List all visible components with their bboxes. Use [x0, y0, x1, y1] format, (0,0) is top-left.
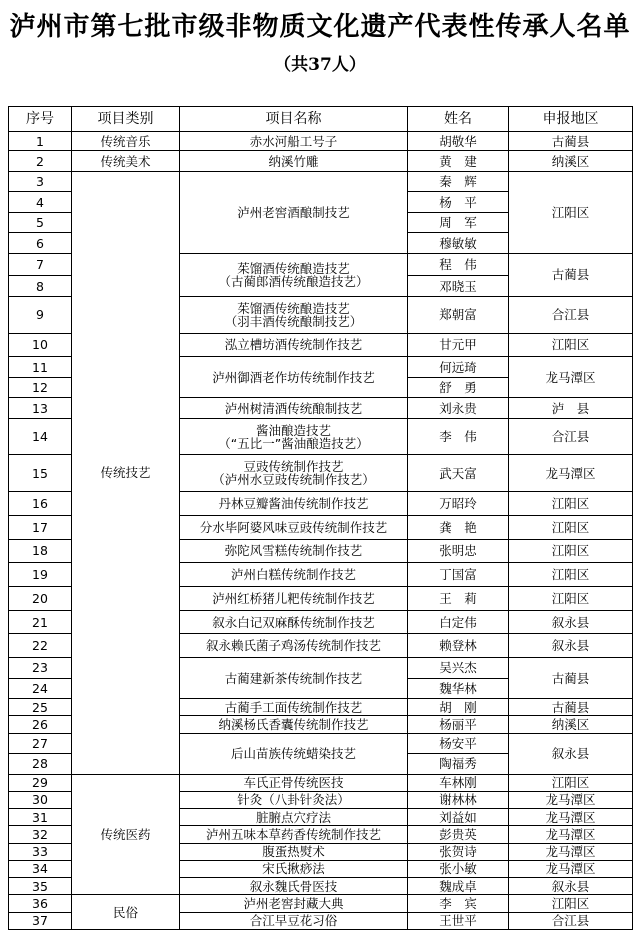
cell-region: 江阳区	[509, 563, 633, 587]
cell-index: 17	[9, 515, 72, 539]
cell-index: 28	[9, 754, 72, 774]
cell-region: 古蔺县	[509, 699, 633, 716]
cell-index: 7	[9, 253, 72, 276]
cell-index: 10	[9, 333, 72, 357]
cell-name: 胡敬华	[408, 132, 509, 151]
cell-region: 古蔺县	[509, 658, 633, 699]
cell-region: 龙马潭区	[509, 809, 633, 826]
cell-index: 37	[9, 912, 72, 929]
cell-project: 丹林豆瓣酱油传统制作技艺	[180, 492, 408, 516]
cell-name: 陶福秀	[408, 754, 509, 774]
cell-name: 郑朝富	[408, 296, 509, 333]
cell-name: 王 莉	[408, 586, 509, 610]
cell-name: 彭贵英	[408, 826, 509, 843]
cell-project: 后山苗族传统蜡染技艺	[180, 733, 408, 774]
cell-name: 李 宾	[408, 895, 509, 912]
cell-name: 甘元甲	[408, 333, 509, 357]
cell-index: 3	[9, 171, 72, 191]
cell-project: 泸州红桥猪儿粑传统制作技艺	[180, 586, 408, 610]
cell-name: 刘益如	[408, 809, 509, 826]
table-row	[9, 151, 633, 171]
cell-project: 纳溪竹雕	[180, 151, 408, 171]
header-project: 项目名称	[180, 107, 408, 132]
cell-name: 万昭玲	[408, 492, 509, 516]
cell-name: 穆敏敏	[408, 233, 509, 253]
cell-index: 12	[9, 377, 72, 397]
cell-name: 刘永贵	[408, 398, 509, 418]
cell-project: 泸州老窖封藏大典	[180, 895, 408, 912]
cell-index: 30	[9, 791, 72, 808]
cell-name: 张贺诗	[408, 843, 509, 860]
cell-index: 36	[9, 895, 72, 912]
header-index: 序号	[9, 107, 72, 132]
cell-project: 古蔺手工面传统制作技艺	[180, 699, 408, 716]
cell-region: 纳溪区	[509, 151, 633, 171]
cell-name: 杨丽平	[408, 716, 509, 733]
cell-project: 酱油酿造技艺 （“五比一”酱油酿造技艺）	[180, 418, 408, 455]
cell-name: 魏华林	[408, 678, 509, 698]
cell-region: 江阳区	[509, 895, 633, 912]
cell-index: 33	[9, 843, 72, 860]
cell-project: 宋氏揪痧法	[180, 860, 408, 877]
cell-index: 1	[9, 132, 72, 151]
cell-index: 5	[9, 212, 72, 232]
table-row	[9, 132, 633, 151]
cell-name: 吴兴杰	[408, 658, 509, 678]
cell-region: 叙永县	[509, 733, 633, 774]
cell-project: 脏腑点穴疗法	[180, 809, 408, 826]
cell-index: 19	[9, 563, 72, 587]
cell-index: 16	[9, 492, 72, 516]
cell-project: 叙永白记双麻酥传统制作技艺	[180, 610, 408, 634]
cell-project: 茱馏酒传统酿造技艺 （古蔺郎酒传统酿造技艺）	[180, 253, 408, 296]
cell-index: 20	[9, 586, 72, 610]
cell-region: 江阳区	[509, 492, 633, 516]
inheritors-table	[8, 106, 633, 930]
cell-index: 35	[9, 878, 72, 895]
cell-name: 杨 平	[408, 192, 509, 212]
cell-name: 李 伟	[408, 418, 509, 455]
cell-category: 传统音乐	[72, 132, 180, 151]
cell-category: 传统技艺	[72, 171, 180, 774]
cell-name: 周 军	[408, 212, 509, 232]
cell-project: 泸州五味本草药香传统制作技艺	[180, 826, 408, 843]
cell-index: 6	[9, 233, 72, 253]
page-subtitle: （共37人）	[274, 55, 366, 75]
cell-region: 江阳区	[509, 333, 633, 357]
table-row	[9, 774, 633, 791]
page-title: 泸州市第七批市级非物质文化遗产代表性传承人名单	[9, 12, 631, 42]
cell-index: 24	[9, 678, 72, 698]
table-header-row	[9, 107, 633, 132]
cell-index: 26	[9, 716, 72, 733]
cell-name: 张明忠	[408, 539, 509, 563]
cell-name: 龚 艳	[408, 515, 509, 539]
cell-category: 传统医药	[72, 774, 180, 895]
cell-region: 叙永县	[509, 610, 633, 634]
table-body	[9, 132, 633, 930]
cell-project: 分水毕阿婆风味豆豉传统制作技艺	[180, 515, 408, 539]
cell-project: 泸州老窖酒酿制技艺	[180, 171, 408, 253]
cell-index: 4	[9, 192, 72, 212]
cell-region: 龙马潭区	[509, 860, 633, 877]
cell-index: 13	[9, 398, 72, 418]
cell-index: 25	[9, 699, 72, 716]
cell-project: 豆豉传统制作技艺 （泸州水豆豉传统制作技艺）	[180, 455, 408, 492]
cell-name: 武天富	[408, 455, 509, 492]
table-row	[9, 895, 633, 912]
cell-region: 龙马潭区	[509, 826, 633, 843]
cell-region: 叙永县	[509, 878, 633, 895]
cell-project: 泸州御酒老作坊传统制作技艺	[180, 357, 408, 398]
cell-name: 何远琦	[408, 357, 509, 377]
cell-name: 张小敏	[408, 860, 509, 877]
cell-region: 龙马潭区	[509, 843, 633, 860]
cell-project: 腹蛋热熨术	[180, 843, 408, 860]
cell-region: 江阳区	[509, 586, 633, 610]
cell-project: 古蔺建新茶传统制作技艺	[180, 658, 408, 699]
cell-name: 舒 勇	[408, 377, 509, 397]
cell-name: 车林刚	[408, 774, 509, 791]
cell-region: 江阳区	[509, 171, 633, 253]
cell-index: 8	[9, 276, 72, 296]
cell-region: 江阳区	[509, 515, 633, 539]
cell-name: 黄 建	[408, 151, 509, 171]
cell-index: 34	[9, 860, 72, 877]
cell-name: 王世平	[408, 912, 509, 929]
cell-index: 9	[9, 296, 72, 333]
cell-name: 赖登林	[408, 634, 509, 658]
cell-region: 合江县	[509, 912, 633, 929]
cell-project: 泓立槽坊酒传统制作技艺	[180, 333, 408, 357]
cell-index: 22	[9, 634, 72, 658]
cell-region: 龙马潭区	[509, 357, 633, 398]
cell-region: 龙马潭区	[509, 791, 633, 808]
cell-name: 程 伟	[408, 253, 509, 276]
cell-project: 车氏正骨传统医技	[180, 774, 408, 791]
cell-index: 23	[9, 658, 72, 678]
cell-category: 传统美术	[72, 151, 180, 171]
cell-project: 弥陀风雪糕传统制作技艺	[180, 539, 408, 563]
cell-index: 2	[9, 151, 72, 171]
cell-project: 泸州白糕传统制作技艺	[180, 563, 408, 587]
cell-name: 邓晓玉	[408, 276, 509, 296]
cell-project: 叙永赖氏菌子鸡汤传统制作技艺	[180, 634, 408, 658]
cell-name: 胡 刚	[408, 699, 509, 716]
cell-region: 合江县	[509, 418, 633, 455]
cell-name: 秦 辉	[408, 171, 509, 191]
cell-region: 江阳区	[509, 539, 633, 563]
cell-project: 叙永魏氏骨医技	[180, 878, 408, 895]
cell-project: 茱馏酒传统酿造技艺 （羽丰酒传统酿制技艺）	[180, 296, 408, 333]
cell-name: 魏成卓	[408, 878, 509, 895]
cell-region: 龙马潭区	[509, 455, 633, 492]
cell-name: 白定伟	[408, 610, 509, 634]
cell-region: 古蔺县	[509, 132, 633, 151]
cell-name: 谢林林	[408, 791, 509, 808]
cell-project: 赤水河船工号子	[180, 132, 408, 151]
cell-region: 合江县	[509, 296, 633, 333]
cell-index: 15	[9, 455, 72, 492]
cell-index: 14	[9, 418, 72, 455]
header-region: 申报地区	[509, 107, 633, 132]
cell-index: 27	[9, 733, 72, 753]
cell-index: 18	[9, 539, 72, 563]
cell-region: 纳溪区	[509, 716, 633, 733]
cell-name: 杨安平	[408, 733, 509, 753]
header-name: 姓名	[408, 107, 509, 132]
cell-name: 丁国富	[408, 563, 509, 587]
cell-region: 古蔺县	[509, 253, 633, 296]
cell-project: 针灸（八卦针灸法）	[180, 791, 408, 808]
cell-index: 32	[9, 826, 72, 843]
table-row	[9, 171, 633, 191]
cell-region: 叙永县	[509, 634, 633, 658]
cell-category: 民俗	[72, 895, 180, 930]
cell-index: 11	[9, 357, 72, 377]
header-category: 项目类别	[72, 107, 180, 132]
cell-index: 29	[9, 774, 72, 791]
cell-project: 泸州树清酒传统酿制技艺	[180, 398, 408, 418]
cell-index: 21	[9, 610, 72, 634]
cell-region: 泸 县	[509, 398, 633, 418]
cell-region: 江阳区	[509, 774, 633, 791]
cell-project: 纳溪杨氏香囊传统制作技艺	[180, 716, 408, 733]
cell-index: 31	[9, 809, 72, 826]
cell-project: 合江早豆花习俗	[180, 912, 408, 929]
